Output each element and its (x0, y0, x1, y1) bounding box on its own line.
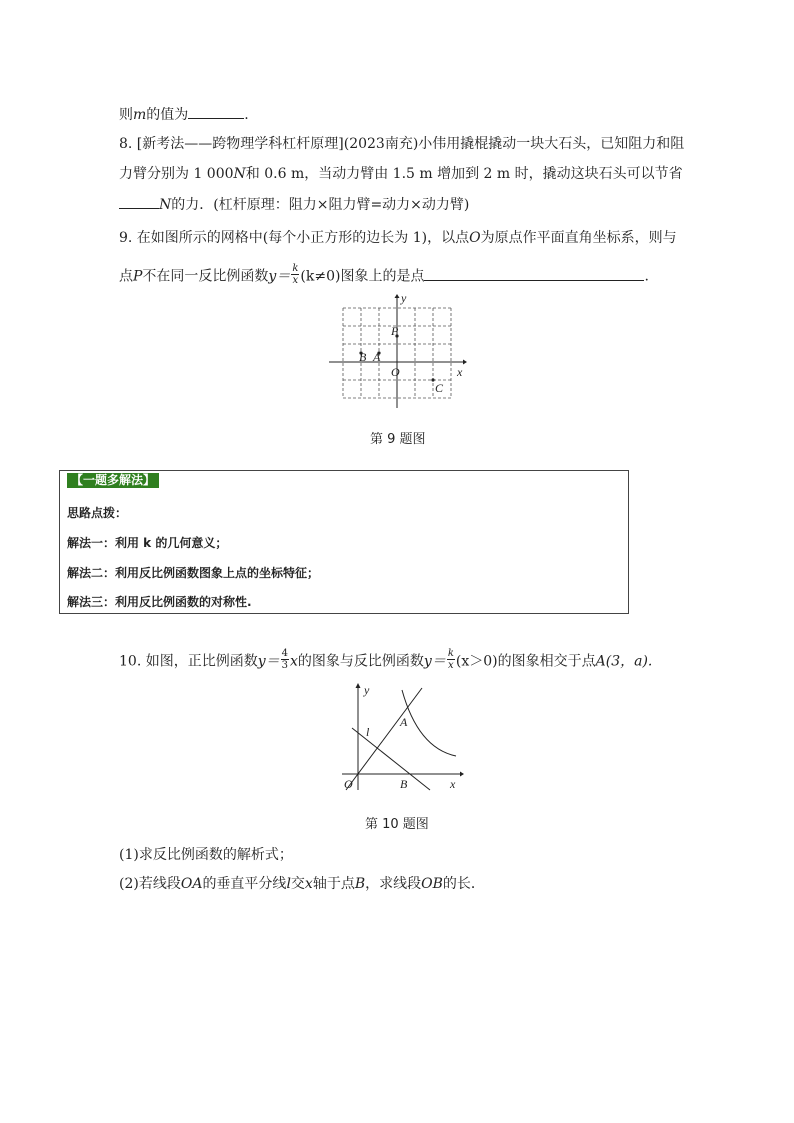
q10-l: l (286, 876, 291, 892)
q8-unit-n2: N (159, 197, 172, 213)
q8-line2 (119, 164, 683, 184)
q10-sub2-a: (2)若线段 (119, 876, 181, 892)
q8-line2-b: 和 0.6 m，当动力臂由 1.5 m 增加到 2 m 时，撬动这块石头可以节省 (245, 166, 683, 182)
q10-x: x (304, 876, 313, 892)
q10-caption: 第 10 题图 (365, 817, 429, 832)
y-axis-arrow (395, 294, 400, 298)
bisector-line-l (352, 728, 430, 790)
q10-sub2-d: 轴于点 (312, 876, 355, 892)
x-axis-arrow (463, 360, 467, 365)
q7-suffix: 的值为 (146, 107, 189, 123)
method-2: 解法二：利用反比例函数图象上点的坐标特征； (67, 566, 320, 580)
label-x: x (450, 777, 456, 791)
q10-ob: OB (421, 876, 443, 892)
label-l: l (366, 725, 370, 739)
q10-line1 (119, 650, 652, 673)
q7-var: m (133, 107, 147, 123)
q9-line1 (119, 228, 677, 248)
hyperbola-curve (402, 690, 456, 756)
label-o: O (344, 777, 353, 791)
x-axis-arrow (460, 772, 464, 777)
q10-sub2-c: 交 (290, 876, 305, 892)
q9-line2-c: 图象上的是点 (340, 268, 425, 285)
y-axis-arrow (356, 683, 361, 688)
label-x: x (457, 365, 463, 379)
q10-graph-figure (328, 678, 468, 796)
q7-answer-blank[interactable] (188, 104, 244, 119)
q10-point: A(3，a). (595, 653, 653, 670)
q9-line1-a: 9. 在如图所示的网格中(每个小正方形的边长为 1)，以点 (119, 230, 470, 246)
q10-sub2-f: 的长． (442, 876, 485, 892)
q9-fraction (291, 263, 299, 286)
q9-end: . (644, 268, 649, 285)
q7-end: . (244, 107, 249, 123)
q9-line2 (119, 265, 649, 288)
q10-y-eq2: y＝ (423, 653, 446, 670)
q10-line1-c: 的图象相交于点 (497, 653, 596, 670)
q8-line1: 8. [新考法——跨物理学科杠杆原理](2023南充)小伟用撬棍撬动一块大石头，已知阻力和阻 (119, 136, 685, 152)
q9-cond: (k≠0) (300, 268, 341, 285)
label-a: A (373, 350, 381, 364)
q10-frac1-num: 4 (281, 648, 289, 659)
q10-frac2-num: k (447, 648, 454, 659)
q10-frac2-den: x (448, 660, 454, 671)
q9-frac-den: x (292, 275, 299, 286)
q10-b: B (354, 876, 366, 892)
label-y: y (364, 683, 370, 697)
q10-oa: OA (180, 876, 203, 892)
q10-frac1-den: 3 (281, 660, 289, 671)
q10-fraction2 (447, 648, 455, 671)
q10-sub1: (1)求反比例函数的解析式； (119, 847, 293, 863)
q9-o: O (469, 230, 481, 246)
q9-caption: 第 9 题图 (370, 432, 426, 447)
q10-x1: x (290, 653, 298, 670)
method-box (59, 470, 629, 614)
q8-line2-a: 力臂分别为 1 000 (119, 166, 234, 182)
q7-prefix: 则 (119, 107, 133, 123)
label-a: A (400, 715, 408, 729)
q9-p: P (133, 268, 143, 285)
q8-line3-rest: 的力．(杠杆原理：阻力×阻力臂=动力×动力臂) (171, 197, 470, 213)
q10-cond: (x＞0) (455, 653, 498, 670)
q7-tail-line (119, 104, 249, 125)
q8-answer-blank[interactable] (119, 194, 159, 209)
q10-y-eq1: y＝ (257, 653, 280, 670)
label-b: B (359, 350, 367, 364)
label-b: B (400, 777, 408, 791)
label-c: C (435, 381, 444, 395)
q9-y-eq: y＝ (268, 268, 291, 285)
q10-line1-a: 10. 如图，正比例函数 (119, 653, 258, 670)
q9-line1-b: 为原点作平面直角坐标系，则与 (480, 230, 677, 246)
hint-label: 思路点拨： (67, 506, 128, 520)
label-p: P (391, 324, 399, 338)
q10-sub2-e: ，求线段 (365, 876, 422, 892)
label-o: O (391, 365, 400, 379)
q9-frac-num: k (292, 263, 299, 274)
q10-fraction1 (281, 648, 289, 671)
q10-sub2-b: 的垂直平分线 (202, 876, 287, 892)
q10-line1-b: 的图象与反比例函数 (297, 653, 424, 670)
q9-grid-figure (325, 290, 470, 415)
q9-line2-a: 点 (119, 268, 133, 285)
method-1: 解法一：利用 k 的几何意义； (67, 536, 228, 550)
method-3: 解法三：利用反比例函数的对称性. (67, 595, 252, 609)
q8-line3 (119, 194, 469, 215)
label-y: y (401, 291, 407, 305)
q8-unit-n: N (233, 166, 246, 182)
q9-line2-b: 不在同一反比例函数 (142, 268, 269, 285)
method-box-title: 【一题多解法】 (67, 473, 159, 488)
q9-answer-blank[interactable] (424, 266, 644, 281)
q10-sub2 (119, 874, 485, 894)
